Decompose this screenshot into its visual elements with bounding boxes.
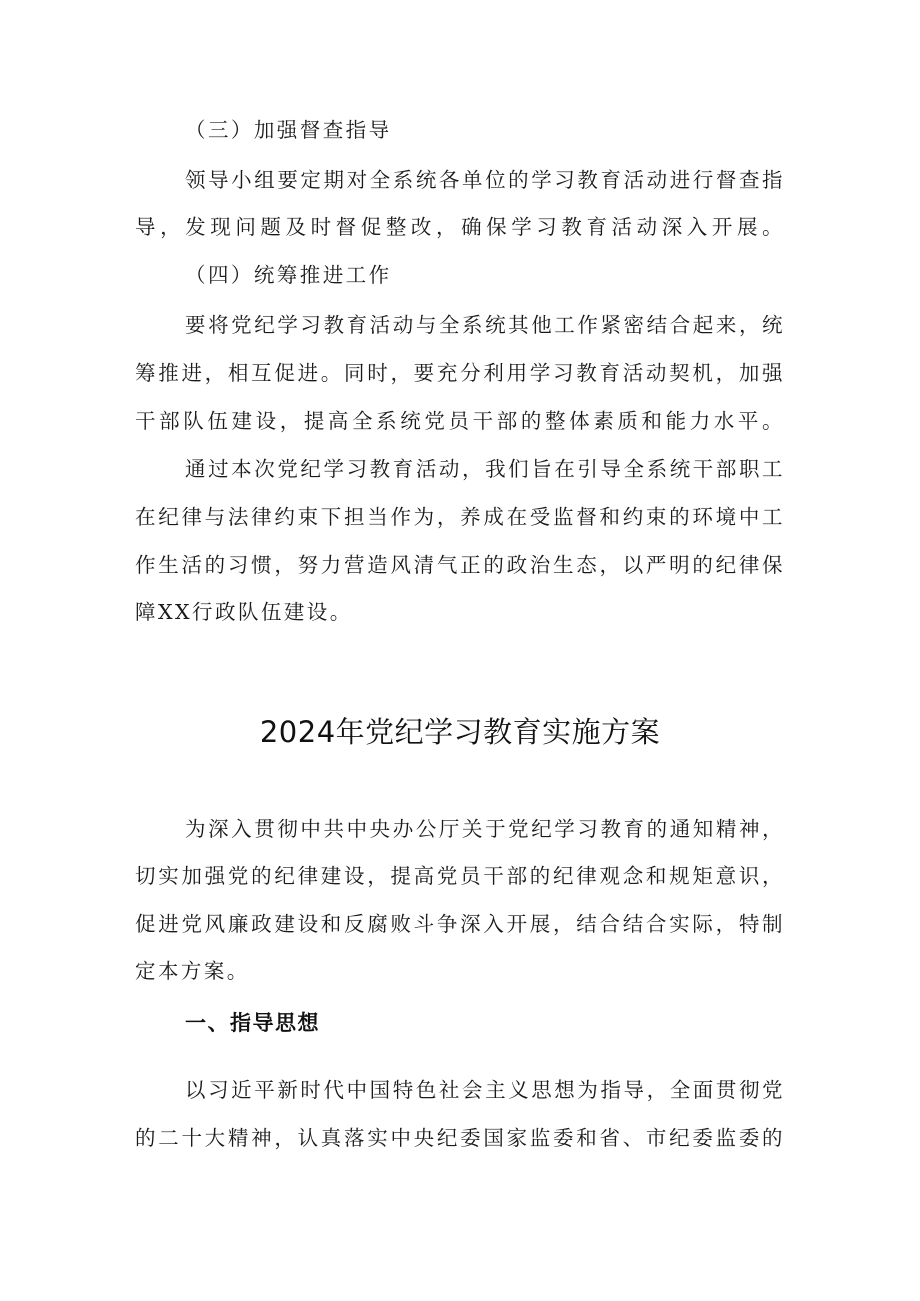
intro-line-1: 为深入贯彻中共中央办公厅关于党纪学习教育的通知精神，	[185, 817, 785, 841]
closing-line-4: 障XX行政队伍建设。	[135, 600, 353, 624]
guiding-thought-line-2: 的二十大精神，认真落实中央纪委国家监委和省、市纪委监委的	[135, 1126, 785, 1150]
closing-line-2: 在纪律与法律约束下担当作为，养成在受监督和约束的环境中工	[135, 505, 785, 529]
document-title: 2024年党纪学习教育实施方案	[259, 715, 661, 749]
closing-line-1: 通过本次党纪学习教育活动，我们旨在引导全系统干部职工	[185, 457, 785, 481]
closing-line-3: 作生活的习惯，努力营造风清气正的政治生态，以严明的纪律保	[135, 553, 785, 577]
section-three-heading: （三）加强督查指导	[185, 118, 392, 142]
guiding-thought-line-1: 以习近平新时代中国特色社会主义思想为指导，全面贯彻党	[185, 1078, 785, 1102]
section-four-heading: （四）统筹推进工作	[185, 263, 392, 287]
intro-line-3: 促进党风廉政建设和反腐败斗争深入开展，结合结合实际，特制	[135, 912, 785, 936]
intro-line-2: 切实加强党的纪律建设，提高党员干部的纪律观念和规矩意识，	[135, 864, 785, 888]
section-four-line-3: 干部队伍建设，提高全系统党员干部的整体素质和能力水平。	[135, 409, 785, 433]
intro-line-4: 定本方案。	[135, 959, 250, 983]
guiding-thought-heading: 一、指导思想	[185, 1011, 320, 1035]
section-three-line-2: 导，发现问题及时督促整改，确保学习教育活动深入开展。	[135, 215, 785, 239]
section-three-line-1: 领导小组要定期对全系统各单位的学习教育活动进行督查指	[185, 168, 785, 192]
section-four-line-2: 筹推进，相互促进。同时，要充分利用学习教育活动契机，加强	[135, 361, 785, 385]
section-four-line-1: 要将党纪学习教育活动与全系统其他工作紧密结合起来，统	[185, 313, 785, 337]
